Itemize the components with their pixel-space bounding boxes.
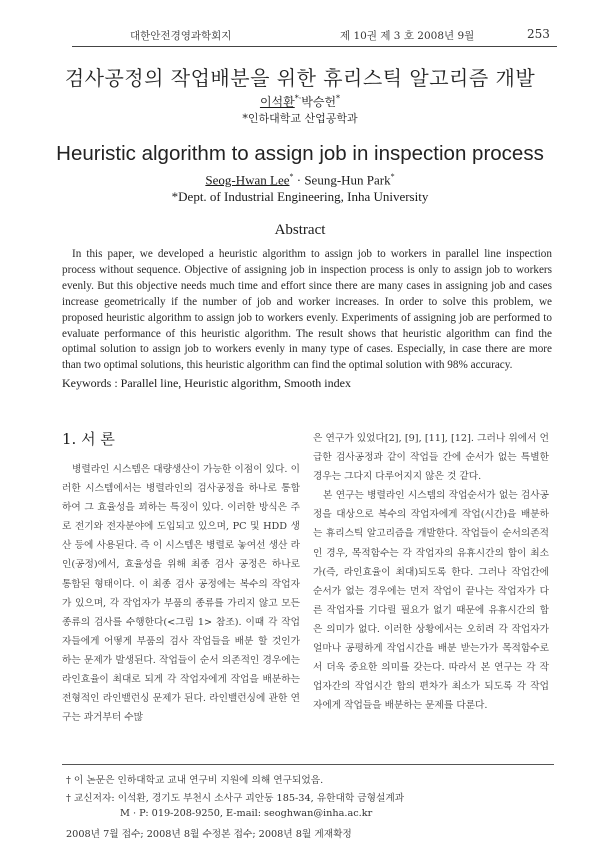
footnote-dates: 2008년 7월 접수; 2008년 8월 수정본 접수; 2008년 8월 게재확정: [66, 829, 352, 840]
affiliation-english: *Dept. of Industrial Engineering, Inha University: [171, 189, 429, 204]
author-english-2: · Seung-Hun Park: [293, 172, 391, 188]
author-korean-1: 이석환: [259, 95, 295, 109]
page-number: 253: [527, 27, 550, 41]
authors-korean: [0, 93, 600, 110]
title-english: Heuristic algorithm to assign job in inspection process: [56, 142, 544, 165]
footnote-corresponding: † 교신저자: 이석환, 경기도 부천시 소사구 괴안동 185-34, 유한대학 금형설계과: [66, 793, 405, 804]
affiliation-korean: *인하대학교 산업공학과: [242, 112, 358, 125]
issue-info: 제 10권 제 3 호 2008년 9월: [340, 30, 475, 42]
body-paragraph: 은 연구가 있었다[2], [9], [11], [12]. 그러나 위에서 언급한 검사공정과 같이 작업들 간에 순서가 없는 특별한 경우는 그다지 다루어지지 않은 것 같다.: [313, 433, 549, 483]
body-paragraph: 본 연구는 병렬라인 시스템의 작업순서가 없는 검사공정을 대상으로 복수의 작업자에게 작업(시간)을 배분하는 휴리스틱 알고리즘을 개발한다. 작업들이 순서의존적인 경우, 목적함수는 각 작업자의 유휴시간의 합이 최소가(즉, 라인효율이 최대)되도록 한다. 그러나 작업간에 순서가 없는 경우에는 먼저 작업이 끝나는 작업자가 다른 작업자를 기다릴 필요가 없기 때문에 유휴시간의 합은 의미가 없다. 이러한 상황에서는 오히려 각 작업자가 얼마나 공평하게 작업시간을 배분 받는가가 목적함수로서 더욱 중요한 의미를 갖는다. 따라서 본 연구는 각 작업자간의 작업시간 합의 편차가 최소가 되도록 각 작업자에게 작업들을 배분하는 문제를 다룬다.: [313, 490, 549, 712]
body-paragraph: 병렬라인 시스템은 대량생산이 가능한 이점이 있다. 이러한 시스템에서는 병렬라인의 검사공정을 하나로 통합하여 그 효율성을 꾀하는 특징이 있다. 이러한 방식은 주로 전기와 전자분야에 도입되고 있으며, PC 및 HDD 생산 등에 사용된다. 즉 이 시스템은 병렬로 놓여선 생산 라인(공정)에서, 효율성을 위해 최종 검사 공정은 하나로 통합된 형태이다. 이 최종 검사 공정에는 복수의 작업자가 있으며, 각 작업자가 부품의 종류를 가리지 않고 모든 종류의 검사를 수행한다(<그림 1> 참조). 이때 각 작업자들에게 어떻게 부품의 검사 작업들을 배분 할 것인가 하는 문제가 발생된다. 작업들이 순서 의존적인 경우에는 라인효율이 최대로 되게 각 작업자에게 작업을 배분하는 전형적인 라인밸런싱 문제가 된다. 라인밸런싱에 관한 연구는 과거부터 수많: [62, 464, 300, 724]
footnote-funding: † 이 논문은 인하대학교 교내 연구비 지원에 의해 연구되었음.: [66, 775, 324, 786]
header-rule: [72, 46, 557, 47]
column-right: [313, 429, 549, 715]
title-korean: 검사공정의 작업배분을 위한 휴리스틱 알고리즘 개발: [64, 66, 536, 90]
footnote-rule: [62, 764, 554, 765]
journal-name: 대한안전경영과학회지: [130, 30, 232, 42]
section-heading: 1. 서 론: [62, 430, 115, 448]
author-sep-korean: *·: [294, 94, 302, 103]
abstract-heading: Abstract: [274, 222, 326, 238]
author-mark-english-2: *: [390, 172, 395, 181]
author-mark-english-1: *: [289, 172, 294, 181]
footnote-contact: M · P: 019-208-9250, E-mail: seoghwan@inha.ac.kr: [120, 808, 373, 819]
column-left: [62, 460, 300, 727]
keywords: Keywords : Parallel line, Heuristic algorithm, Smooth index: [62, 376, 351, 390]
authors-english: [0, 172, 600, 188]
abstract-text: In this paper, we developed a heuristic algorithm to assign job to workers in parallel line inspection process without sequence. Objective of assigning job in inspection process is only to assign job to workers evenly. But this objective needs much time and effort since there are many cases in assigning job and cases increase geometrically if the number of job and worker increases. In order to solve this problem, we proposed heuristic algorithm to assign job to workers evenly. Experiments of assigning job are performed to evaluate performance of this heuristic algorithm. The result shows that heuristic algorithm can find the optimal solution to assign job to workers evenly in many type of cases. Especially, in case there are more than two optimal solutions, this heuristic algorithm can find the optimal solution with 98% accuracy.: [62, 248, 552, 372]
author-english-1: Seog-Hwan Lee: [205, 172, 290, 188]
author-mark-korean: *: [336, 94, 341, 103]
author-korean-2: 박승헌: [301, 95, 337, 109]
